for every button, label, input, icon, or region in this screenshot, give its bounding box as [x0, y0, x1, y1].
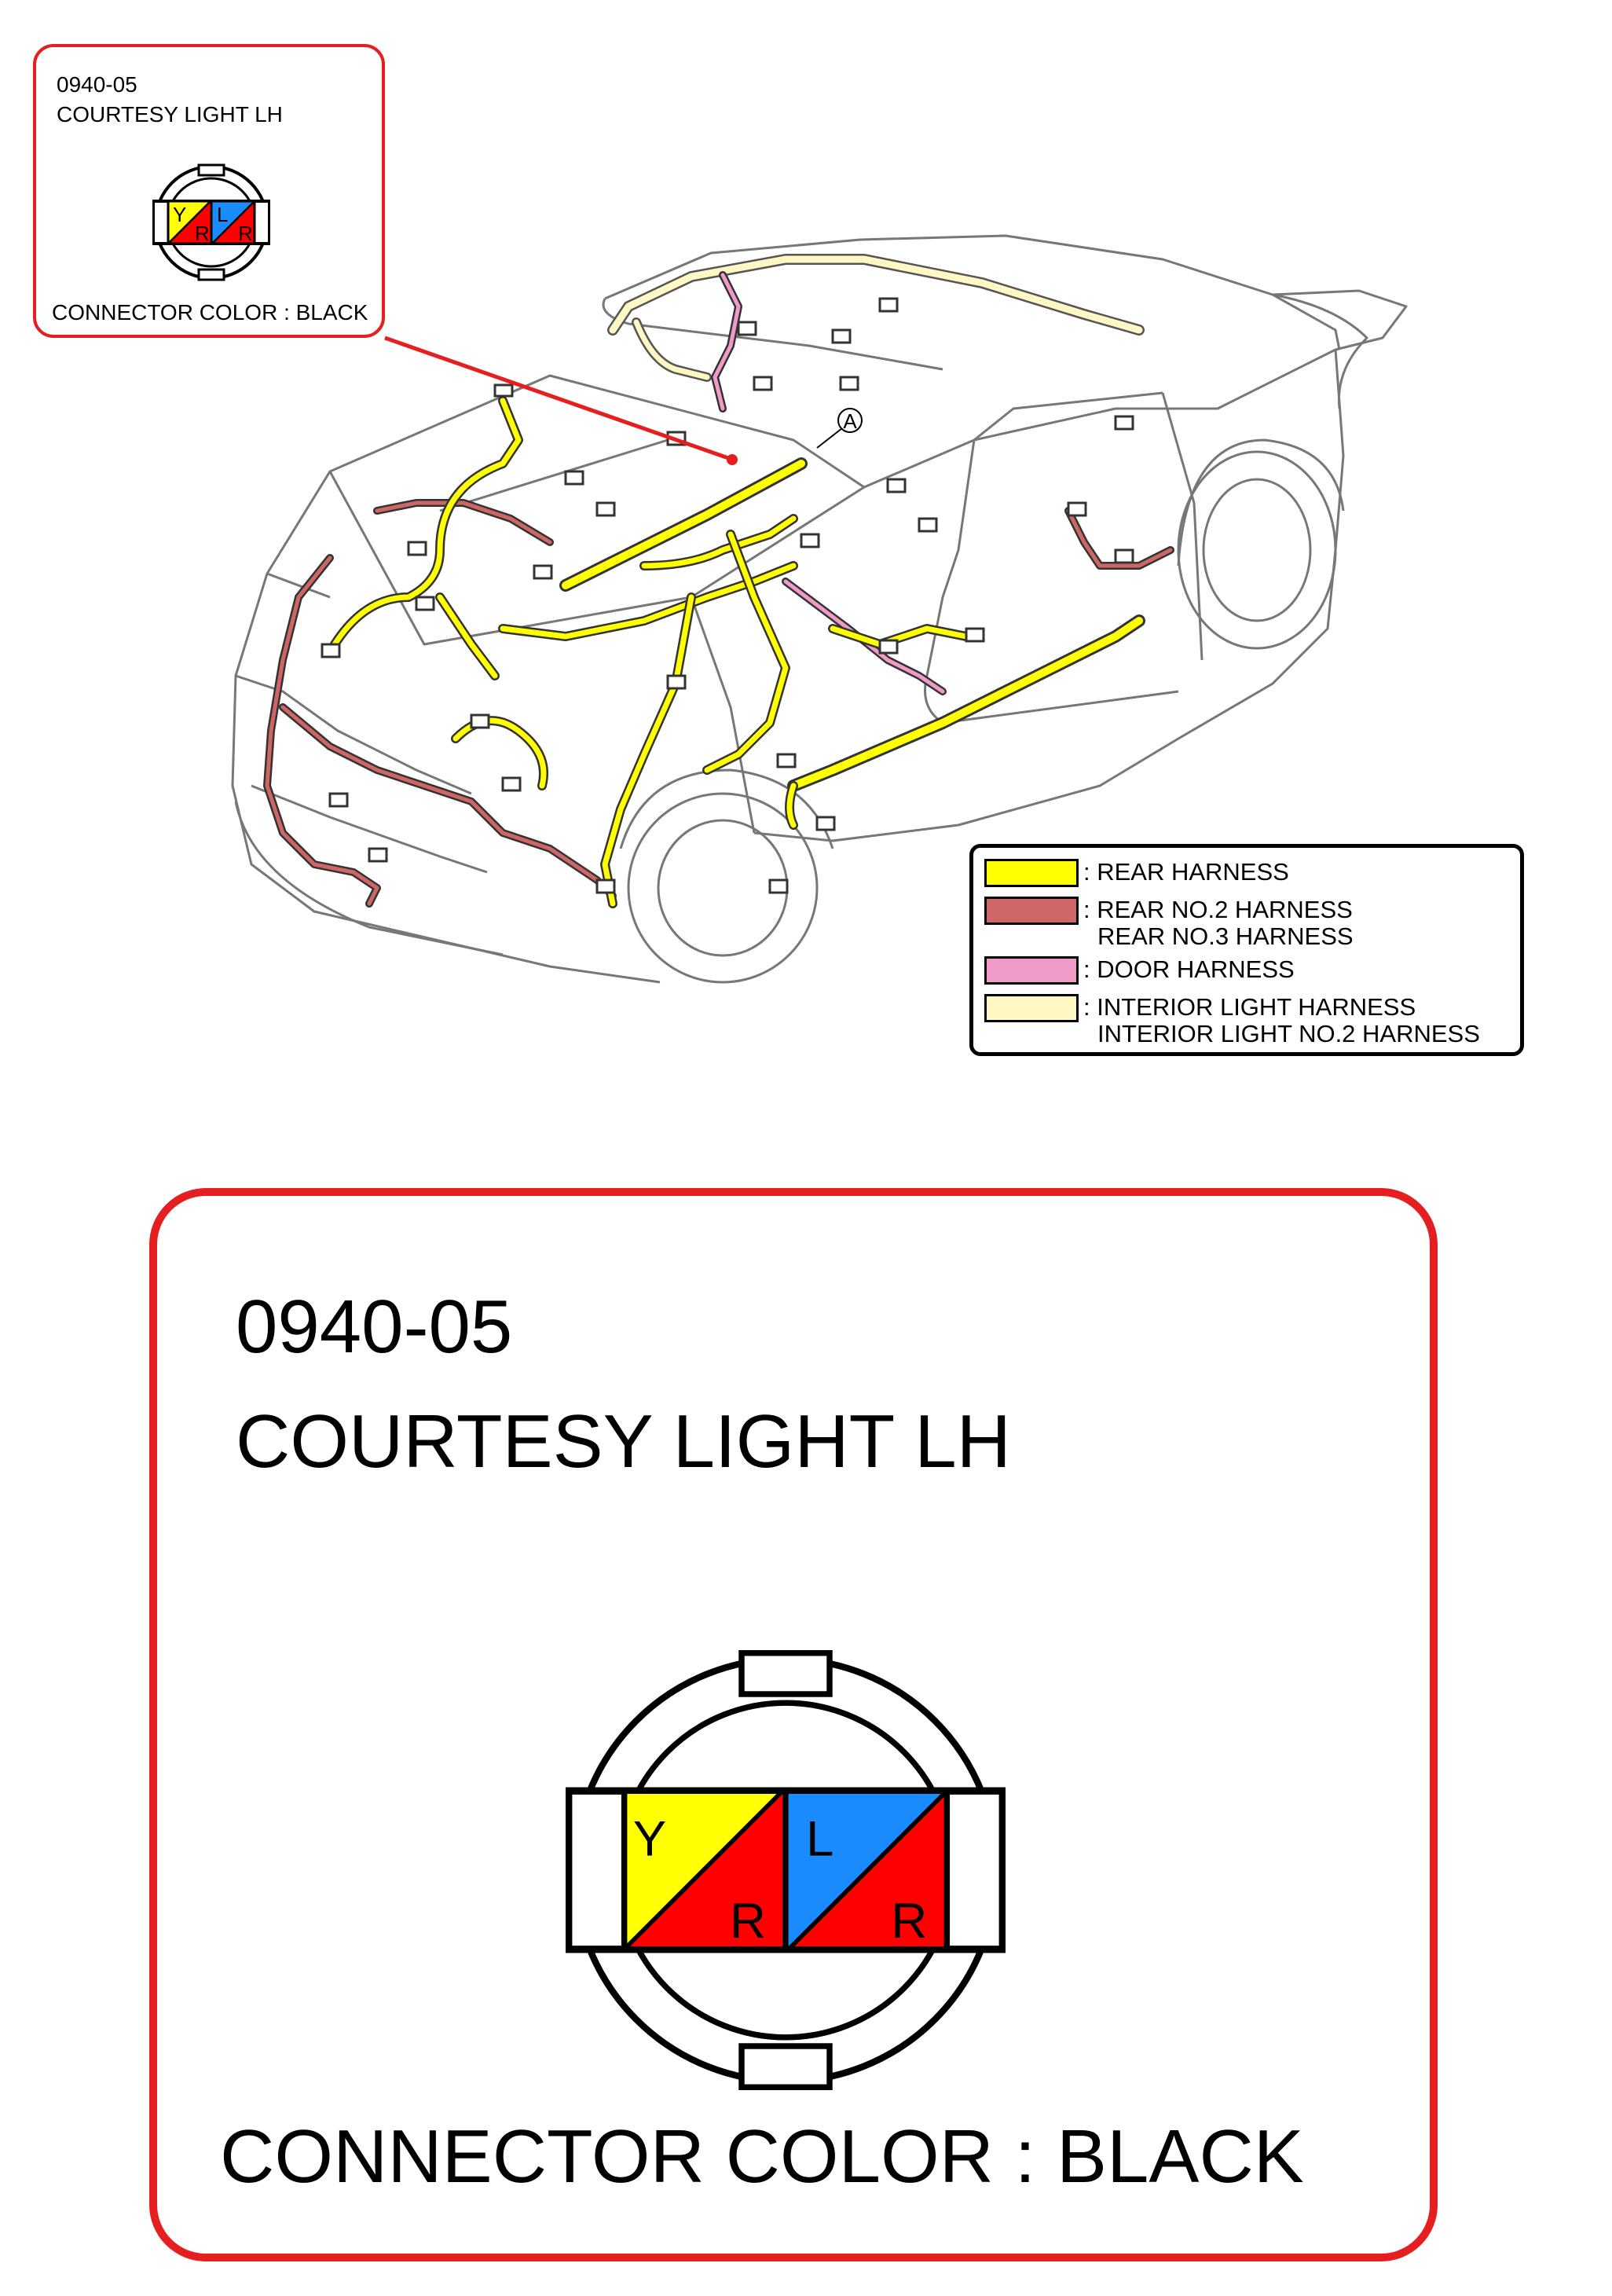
connector-face-small [152, 163, 270, 281]
harness-legend [969, 844, 1524, 1056]
connector-code-large: 0940-05 [236, 1285, 513, 1369]
legend-label-rear-no2-harness: : REAR NO.2 HARNESS [1083, 896, 1353, 923]
legend-label-rear-no3-harness: REAR NO.3 HARNESS [1097, 922, 1354, 950]
connector-callout-small [33, 44, 385, 338]
location-marker-label: A [843, 409, 857, 433]
connector-name: COURTESY LIGHT LH [57, 102, 283, 127]
pin-1-bottom-color: R [195, 222, 210, 245]
pin-1-bottom-color-large: R [730, 1893, 766, 1949]
connector-color-text: CONNECTOR COLOR : BLACK [52, 300, 368, 325]
connector-name-large: COURTESY LIGHT LH [236, 1399, 1011, 1484]
legend-swatch-door-harness [984, 956, 1079, 985]
pin-1-top-color-large: Y [632, 1811, 667, 1867]
pin-2-top-color-large: L [806, 1811, 834, 1867]
connector-location-dot [727, 454, 738, 465]
connector-code: 0940-05 [57, 72, 137, 97]
pin-2-top-color: L [217, 203, 229, 226]
interior-light-harness-wires [613, 259, 1139, 377]
legend-swatch-rear-no2-harness [984, 897, 1079, 925]
legend-swatch-rear-harness [984, 859, 1079, 887]
rear-harness-wires [330, 401, 1139, 904]
pin-1-top-color: Y [173, 203, 187, 226]
legend-label-interior-light-no2-harness: INTERIOR LIGHT NO.2 HARNESS [1097, 1020, 1480, 1047]
connector-face-large [566, 1650, 1006, 2090]
legend-label-rear-harness: : REAR HARNESS [1083, 858, 1289, 886]
legend-label-door-harness: : DOOR HARNESS [1083, 955, 1295, 983]
legend-swatch-interior-light-harness [984, 994, 1079, 1022]
callout-leader-line [385, 338, 731, 459]
connector-color-text-large: CONNECTOR COLOR : BLACK [220, 2114, 1304, 2199]
pin-2-bottom-color-large: R [891, 1893, 928, 1949]
pin-2-bottom-color: R [238, 222, 253, 245]
connector-callout-large [149, 1188, 1438, 2261]
legend-label-interior-light-harness: : INTERIOR LIGHT HARNESS [1083, 993, 1416, 1021]
